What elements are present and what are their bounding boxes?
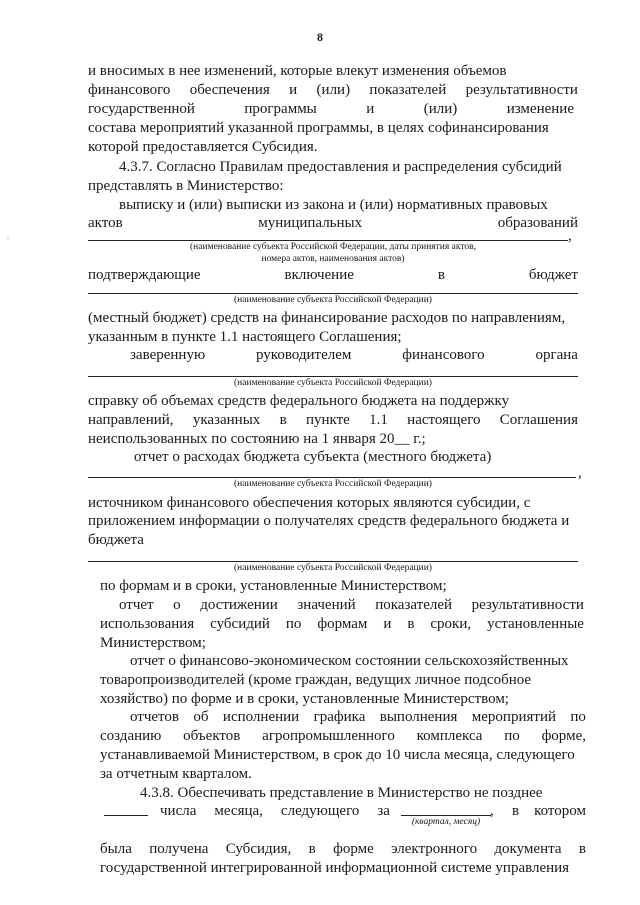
text-line: отчет о достижении значений показателей результативности <box>119 597 584 613</box>
text-line: справку об объемах средств федерального бюджета на поддержку <box>88 393 510 409</box>
punctuation: , <box>568 228 572 244</box>
text-line: в котором <box>512 803 586 819</box>
text-line: финансового обеспечения и (или) показателей результативности <box>88 82 578 98</box>
text-line: отчет о расходах бюджета субъекта (местного бюджета) <box>134 449 492 465</box>
text-line: отчетов об исполнении графика выполнения мероприятий по <box>130 709 586 725</box>
text-line: 4.3.7. Согласно Правилам предоставления и распределения субсидий <box>119 159 562 175</box>
field-caption: (наименование субъекта Российской Федерации) <box>234 295 432 305</box>
text-line: источником финансового обеспечения которых являются субсидии, с <box>88 495 531 511</box>
text-line: Министерством; <box>100 635 206 651</box>
text-line: товаропроизводителей (кроме граждан, ведущих личное подсобное <box>100 672 532 688</box>
margin-mark: . <box>7 232 9 241</box>
text-line: выписку и (или) выписки из закона и (или) нормативных правовых <box>119 197 548 213</box>
text-line: которой предоставляется Субсидия. <box>88 139 318 155</box>
text-line: по формам и в сроки, установленные Министерством; <box>100 578 447 594</box>
text-line: государственной интегрированной информационной системе управления <box>100 860 570 876</box>
text-line: за отчетным кварталом. <box>100 766 252 782</box>
page-number: 8 <box>317 30 323 44</box>
text-line: направлений, указанных в пункте 1.1 настоящего Соглашения <box>88 412 578 428</box>
text-line: подтверждающие включение в бюджет <box>88 267 578 283</box>
text-line: приложением информации о получателях средств федерального бюджета и <box>88 513 570 529</box>
text-line: государственной программы и (или) изменение <box>88 101 574 117</box>
text-line: была получена Субсидия, в форме электронного документа в <box>100 841 586 857</box>
text-line: отчет о финансово-экономическом состоянии сельскохозяйственных <box>130 653 569 669</box>
text-line: заверенную руководителем финансового органа <box>130 347 578 363</box>
text-line: указанным в пункте 1.1 настоящего Соглашения; <box>88 329 402 345</box>
field-caption: (наименование субъекта Российской Федерации, даты принятия актов, <box>190 242 476 252</box>
text-line: (местный бюджет) средств на финансирование расходов по направлениям, <box>88 310 566 326</box>
punctuation: , <box>578 465 582 481</box>
text-line: и вносимых в нее изменений, которые влекут изменения объемов <box>88 63 507 79</box>
text-line: числа месяца, следующего за <box>160 803 390 819</box>
field-caption: (квартал, месяц) <box>411 817 481 827</box>
text-line: созданию объектов агропромышленного комплекса по форме, <box>100 728 586 744</box>
field-caption: номера актов, наименования актов) <box>261 254 405 264</box>
field-caption: (наименование субъекта Российской Федерации) <box>234 479 432 489</box>
text-line: использования субсидий по формам и в сроки, установленные <box>100 616 584 632</box>
text-line: хозяйство) по форме и в сроки, установленные Министерством; <box>100 691 509 707</box>
text-line: бюджета <box>88 532 144 548</box>
text-line: устанавливаемой Министерством, в срок до 10 числа месяца, следующего <box>100 747 575 763</box>
text-line: представлять в Министерство: <box>88 178 284 194</box>
fill-in-line <box>104 815 148 816</box>
text-line: неиспользованных по состоянию на 1 января 20__ г.; <box>88 431 426 447</box>
punctuation: , <box>490 803 494 819</box>
field-caption: (наименование субъекта Российской Федерации) <box>234 563 432 573</box>
text-line: состава мероприятий указанной программы, в целях софинансирования <box>88 120 549 136</box>
text-line: 4.3.8. Обеспечивать представление в Министерство не позднее <box>140 785 543 801</box>
text-line: актов муниципальных образований <box>88 215 578 231</box>
field-caption: (наименование субъекта Российской Федерации) <box>234 378 432 388</box>
